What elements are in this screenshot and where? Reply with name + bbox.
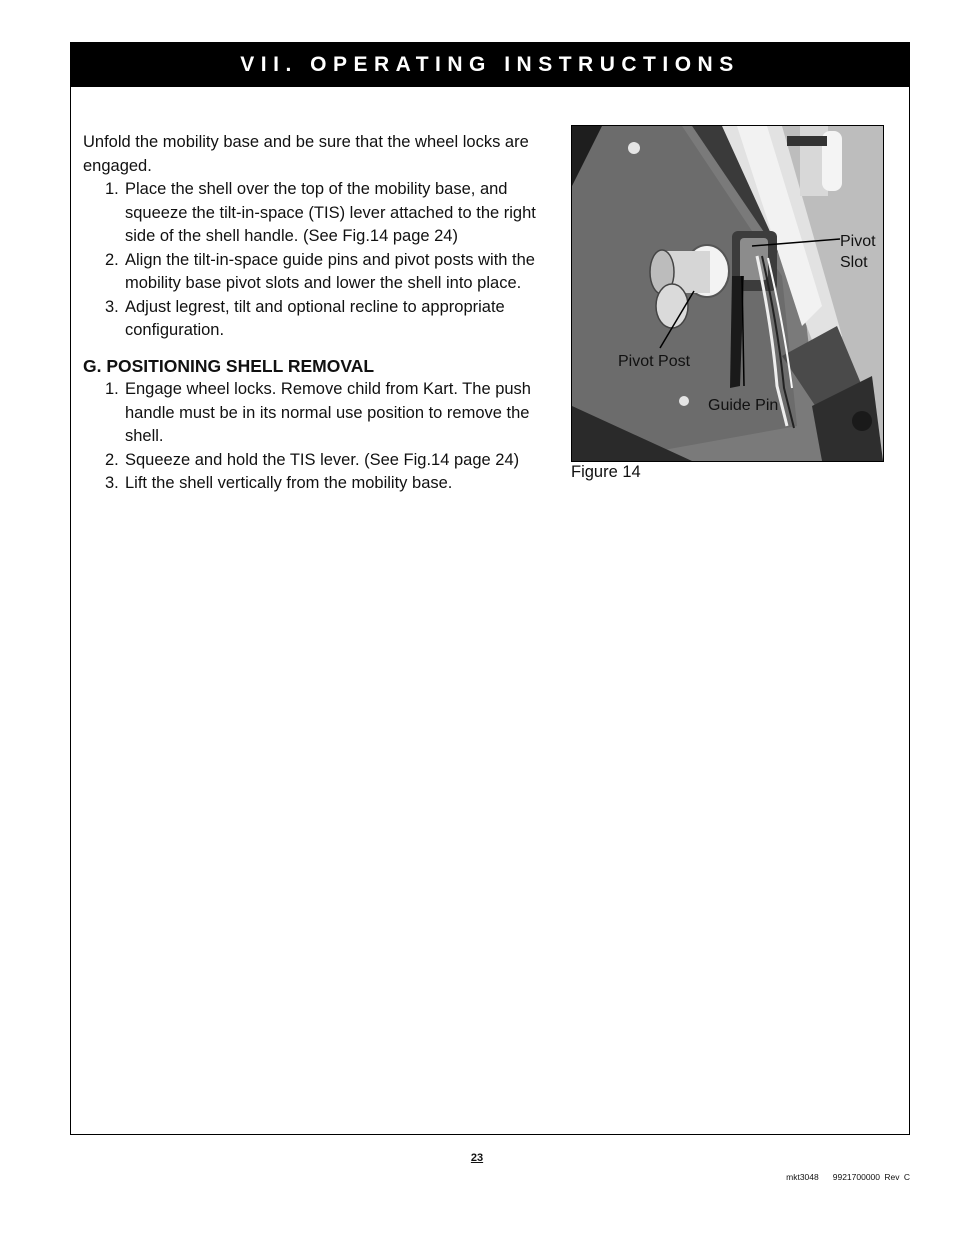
step-text: Lift the shell vertically from the mobility base. [125, 474, 453, 492]
instructions-column [83, 131, 561, 496]
pivot-post-label: Pivot Post [618, 353, 691, 370]
step-number: 1. [105, 180, 119, 198]
list-item [83, 449, 561, 473]
pivot-slot-label: Pivot [840, 233, 876, 250]
list-item [83, 178, 561, 249]
figure-caption: Figure 14 [571, 463, 641, 481]
step-number: 2. [105, 250, 119, 269]
pivot-slot-label: Slot [840, 254, 868, 271]
section-header [71, 43, 909, 87]
list-item [83, 378, 561, 449]
step-text: Adjust legrest, tilt and optional recline to appropriate configuration. [125, 297, 505, 339]
list-item [83, 249, 561, 296]
intro-paragraph: Unfold the mobility base and be sure that the wheel locks are engaged. [83, 133, 529, 175]
doc-code: mkt3048 [786, 1172, 819, 1182]
step-number: 1. [105, 380, 119, 398]
subsection-title: G. POSITIONING SHELL REMOVAL [83, 355, 375, 376]
guide-pin-label: Guide Pin [708, 397, 779, 414]
list-item [83, 296, 561, 343]
footer-document-code [786, 1172, 910, 1182]
step-text: Place the shell over the top of the mobility base, and squeeze the tilt-in-space (TIS) lever attached to the right side of the shell handle. (See Fig.14 page 24) [125, 180, 536, 245]
figure-14-photo [571, 125, 884, 462]
part-revision: 9921700000 Rev C [832, 1172, 910, 1182]
section-title: VII. OPERATING INSTRUCTIONS [240, 53, 740, 76]
step-text: Engage wheel locks. Remove child from Kart. The push handle must be in its normal use position to remove the shell. [125, 380, 531, 445]
removal-steps-list [83, 378, 561, 496]
step-number: 3. [105, 474, 119, 492]
setup-steps-list [83, 178, 561, 343]
step-text: Squeeze and hold the TIS lever. (See Fig.14 page 24) [125, 450, 520, 469]
page-number: 23 [470, 1152, 484, 1164]
page-frame [70, 42, 910, 1135]
list-item [83, 472, 561, 496]
step-number: 2. [105, 450, 119, 469]
step-text: Align the tilt-in-space guide pins and pivot posts with the mobility base pivot slots and lower the shell into place. [125, 250, 535, 292]
step-number: 3. [105, 297, 119, 316]
